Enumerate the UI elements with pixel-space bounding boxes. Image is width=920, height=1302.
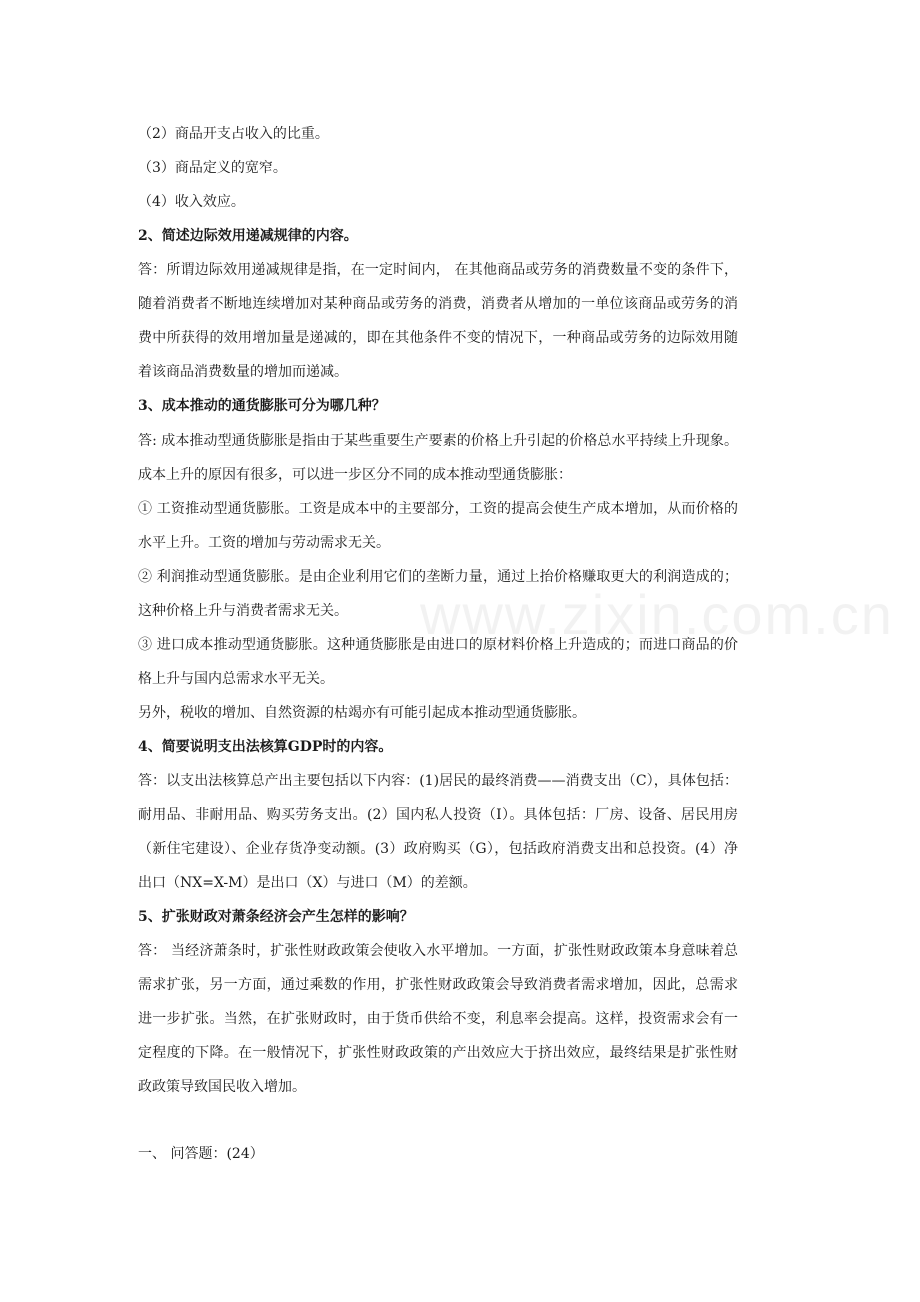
text-line: 随着消费者不断地连续增加对某种商品或劳务的消费，消费者从增加的一单位该商品或劳务的消 (138, 296, 738, 312)
text-line: 需求扩张，另一方面，通过乘数的作用，扩张性财政政策会导致消费者需求增加，因此，总需求 (138, 977, 738, 993)
question-heading: 2、简述边际效用递减规律的内容。 (138, 228, 358, 244)
text-line: 答：所谓边际效用递减规律是指，在一定时间内， 在其他商品或劳务的消费数量不变的条件下， (138, 262, 738, 278)
text-line: （新住宅建设）、企业存货净变动额。(3）政府购买（G），包括政府消费支出和总投资。(4）净 (138, 841, 738, 857)
text-line: （4）收入效应。 (138, 194, 245, 210)
question-heading: 3、成本推动的通货膨胀可分为哪几种？ (138, 398, 386, 414)
text-line: 答: 成本推动型通货膨胀是指由于某些重要生产要素的价格上升引起的价格总水平持续上升现象。 (138, 433, 738, 449)
question-heading: 4、简要说明支出法核算GDP时的内容。 (138, 739, 393, 755)
question-heading: 5、扩张财政对萧条经济会产生怎样的影响？ (138, 909, 414, 925)
text-line: ② 利润推动型通货膨胀。是由企业利用它们的垄断力量，通过上抬价格赚取更大的利润造成的； (138, 569, 738, 585)
text-line: 定程度的下降。在一般情况下，扩张性财政政策的产出效应大于挤出效应，最终结果是扩张性财 (138, 1045, 738, 1061)
text-line: （2）商品开支占收入的比重。 (138, 126, 329, 142)
text-line: 格上升与国内总需求水平无关。 (138, 671, 334, 687)
text-line: 耐用品、非耐用品、购买劳务支出。(2）国内私人投资（I）。具体包括：厂房、设备、居民用房 (138, 807, 738, 823)
text-line: 水平上升。工资的增加与劳动需求无关。 (138, 535, 390, 551)
text-line: 出口（NX=X-M）是出口（X）与进口（M）的差额。 (138, 875, 477, 891)
watermark: www.zixin.com.cn (420, 583, 894, 646)
text-line: 政政策导致国民收入增加。 (138, 1079, 306, 1095)
text-line: 另外，税收的增加、自然资源的枯竭亦有可能引起成本推动型通货膨胀。 (138, 705, 586, 721)
text-line: ① 工资推动型通货膨胀。工资是成本中的主要部分，工资的提高会使生产成本增加，从而价格的 (138, 501, 738, 517)
section-heading: 一、 问答题：(24） (138, 1146, 264, 1162)
text-line: 费中所获得的效用增加量是递减的，即在其他条件不变的情况下，一种商品或劳务的边际效用随 (138, 330, 738, 346)
text-line: 着该商品消费数量的增加而递减。 (138, 364, 348, 380)
text-line: 进一步扩张。当然，在扩张财政时，由于货币供给不变，利息率会提高。这样，投资需求会有一 (138, 1011, 738, 1027)
text-line: 答：以支出法核算总产出主要包括以下内容：(1)居民的最终消费——消费支出（C），具体包括： (138, 773, 738, 789)
text-line: 这种价格上升与消费者需求无关。 (138, 603, 348, 619)
text-line: 成本上升的原因有很多，可以进一步区分不同的成本推动型通货膨胀： (138, 467, 572, 483)
text-line: 答： 当经济萧条时，扩张性财政政策会使收入水平增加。一方面，扩张性财政政策本身意味着总 (138, 943, 738, 959)
text-line: ③ 进口成本推动型通货膨胀。这种通货膨胀是由进口的原材料价格上升造成的；而进口商品的价 (138, 637, 738, 653)
text-line: （3）商品定义的宽窄。 (138, 160, 287, 176)
